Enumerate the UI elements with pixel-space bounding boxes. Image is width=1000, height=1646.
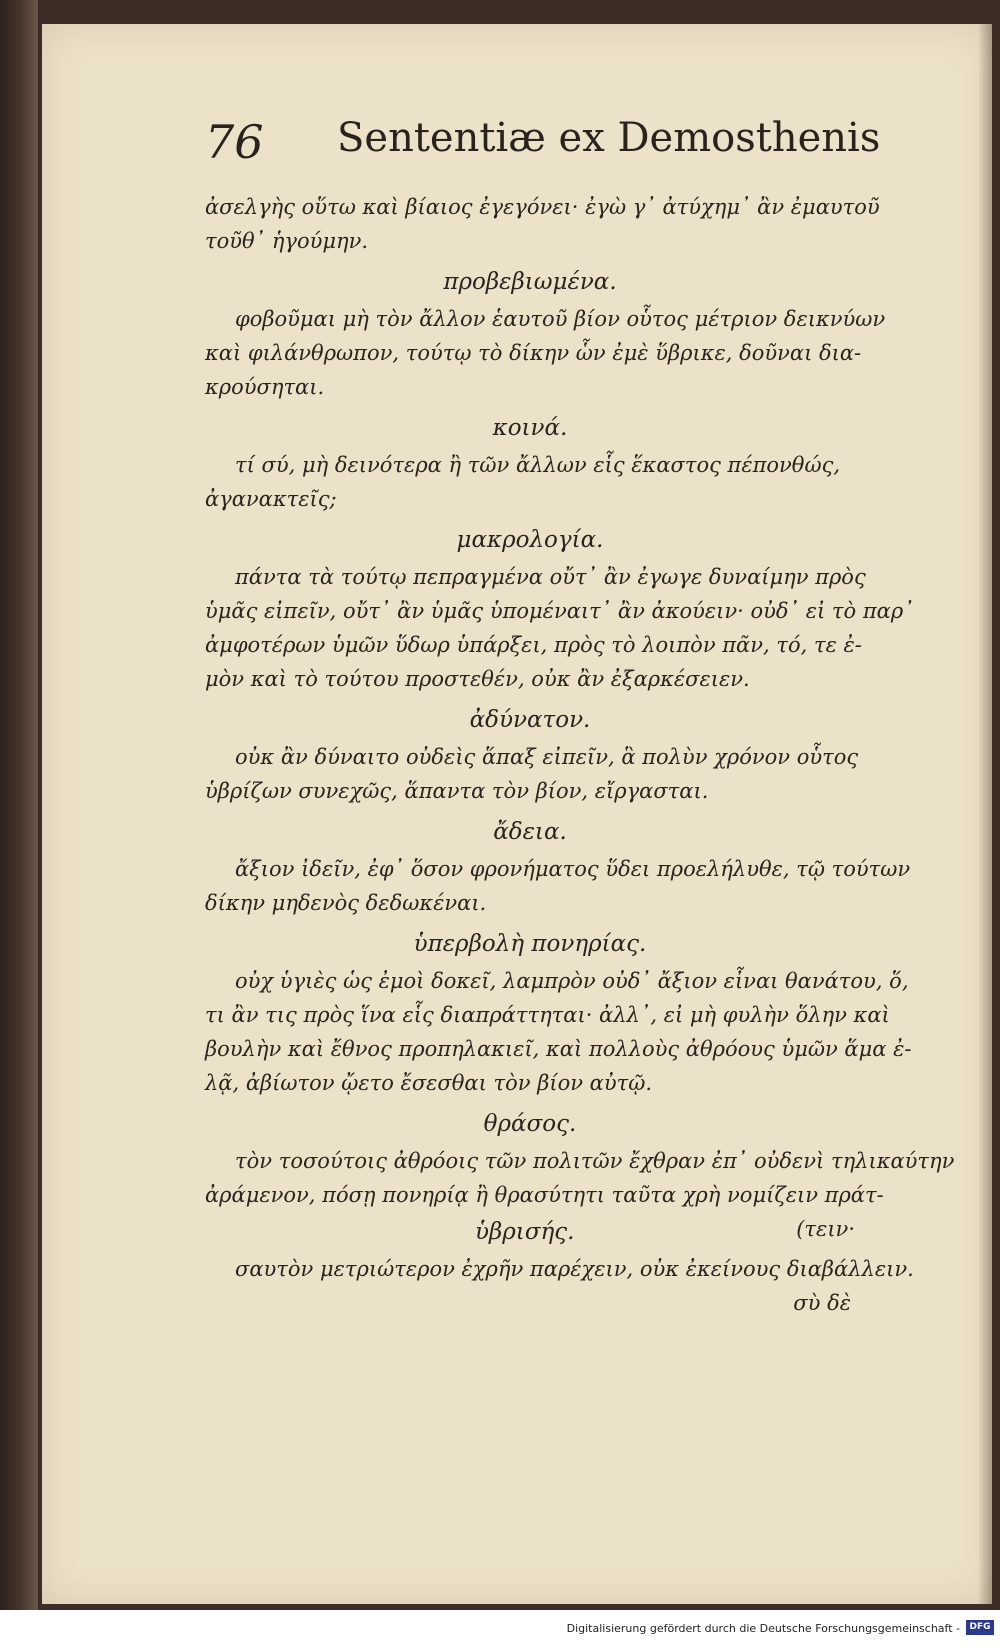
text-line: ἄξιον ἰδεῖν, ἐφ᾽ ὅσον φρονήματος ὕδει προελήλυθε, τῷ τούτων [235,857,911,881]
page-body [205,190,955,1320]
section-heading: ἀδύνατον. [469,707,591,733]
text-line: οὐκ ἂν δύναιτο οὐδεὶς ἅπαξ εἰπεῖν, ἃ πολὺν χρόνον οὗτος [235,745,859,769]
text-line: βουλὴν καὶ ἔθνος προπηλακιεῖ, καὶ πολλοὺς ἀθρόους ὑμῶν ἅμα ἐ- [205,1037,912,1061]
section-heading: προβεβιωμένα. [443,269,617,295]
text-line: ἀμφοτέρων ὑμῶν ὕδωρ ὑπάρξει, πρὸς τὸ λοιπὸν πᾶν, τό, τε ἐ- [205,633,862,657]
digitization-footer [0,1610,1000,1646]
text-line: τί σύ, μὴ δεινότερα ἢ τῶν ἄλλων εἷς ἕκαστος πέπονθώς, [235,453,841,477]
text-line: ἀράμενον, πόσῃ πονηρίᾳ ἢ θρασύτητι ταῦτα χρὴ νομίζειν πράτ- [205,1183,884,1207]
book-spine [0,0,38,1610]
text-line: κρούσηται. [205,375,325,399]
text-line: ἀσελγὴς οὕτω καὶ βίαιος ἐγεγόνει· ἐγὼ γ᾽ ἀτύχημ᾽ ἂν ἐμαυτοῦ [205,195,880,219]
heading-with-margin-note [205,1212,855,1252]
text-line: σαυτὸν μετριώτερον ἐχρῆν παρέχειν, οὐκ ἐκείνους διαβάλλειν. [235,1257,914,1281]
text-line: μὸν καὶ τὸ τούτου προστεθέν, οὐκ ἂν ἐξαρκέσειεν. [205,667,750,691]
text-line: δίκην μηδενὸς δεδωκέναι. [205,891,487,915]
text-line: ἀγανακτεῖς; [205,487,337,511]
text-line: τὸν τοσούτοις ἀθρόοις τῶν πολιτῶν ἔχθραν ἐπ᾽ οὐδενὶ τηλικαύτην [235,1149,955,1173]
text-line: καὶ φιλάνθρωπον, τούτῳ τὸ δίκην ὧν ἐμὲ ὕβρικε, δοῦναι δια- [205,341,862,365]
running-head: Sententiæ ex Demosthenis [337,115,881,161]
section-heading: κοινά. [492,415,568,441]
text-line: τοῦθ᾽ ἡγούμην. [205,229,369,253]
section-heading: μακρολογία. [456,527,604,553]
text-line: τι ἂν τις πρὸς ἵνα εἷς διαπράττηται· ἀλλ᾽, εἰ μὴ φυλὴν ὅλην καὶ [205,1003,890,1027]
text-line: φοβοῦμαι μὴ τὸν ἄλλον ἑαυτοῦ βίον οὗτος μέτριον δεικνύων [235,307,886,331]
text-line: πάντα τὰ τούτῳ πεπραγμένα οὔτ᾽ ἂν ἐγωγε δυναίμην πρὸς [235,565,866,589]
section-heading: θράσος. [483,1111,577,1137]
page-header [205,115,881,185]
dfg-logo: DFG [966,1620,994,1635]
text-line: ὑβρίζων συνεχῶς, ἅπαντα τὸν βίον, εἴργασται. [205,779,709,803]
footer-credit: Digitalisierung gefördert durch die Deutsche Forschungsgemeinschaft - [566,1622,960,1635]
catchword: σὺ δὲ [793,1291,851,1315]
marginal-note: (τειν· [796,1217,855,1241]
section-heading: ὑβρισής. [475,1219,575,1245]
page-number: 76 [205,115,264,169]
text-line: οὐχ ὑγιὲς ὡς ἐμοὶ δοκεῖ, λαμπρὸν οὐδ᾽ ἄξιον εἶναι θανάτου, ὅ, [235,969,909,993]
text-line: λᾷ, ἀβίωτον ᾤετο ἔσεσθαι τὸν βίον αὐτῷ. [205,1071,653,1095]
section-heading: ἄδεια. [493,819,567,845]
text-line: ὑμᾶς εἰπεῖν, οὔτ᾽ ἂν ὑμᾶς ὑπομέναιτ᾽ ἂν ἀκούειν· οὐδ᾽ εἰ τὸ παρ᾽ [205,599,914,623]
section-heading: ὑπερβολὴ πονηρίας. [413,931,647,957]
page-edge-shadow [978,24,992,1604]
